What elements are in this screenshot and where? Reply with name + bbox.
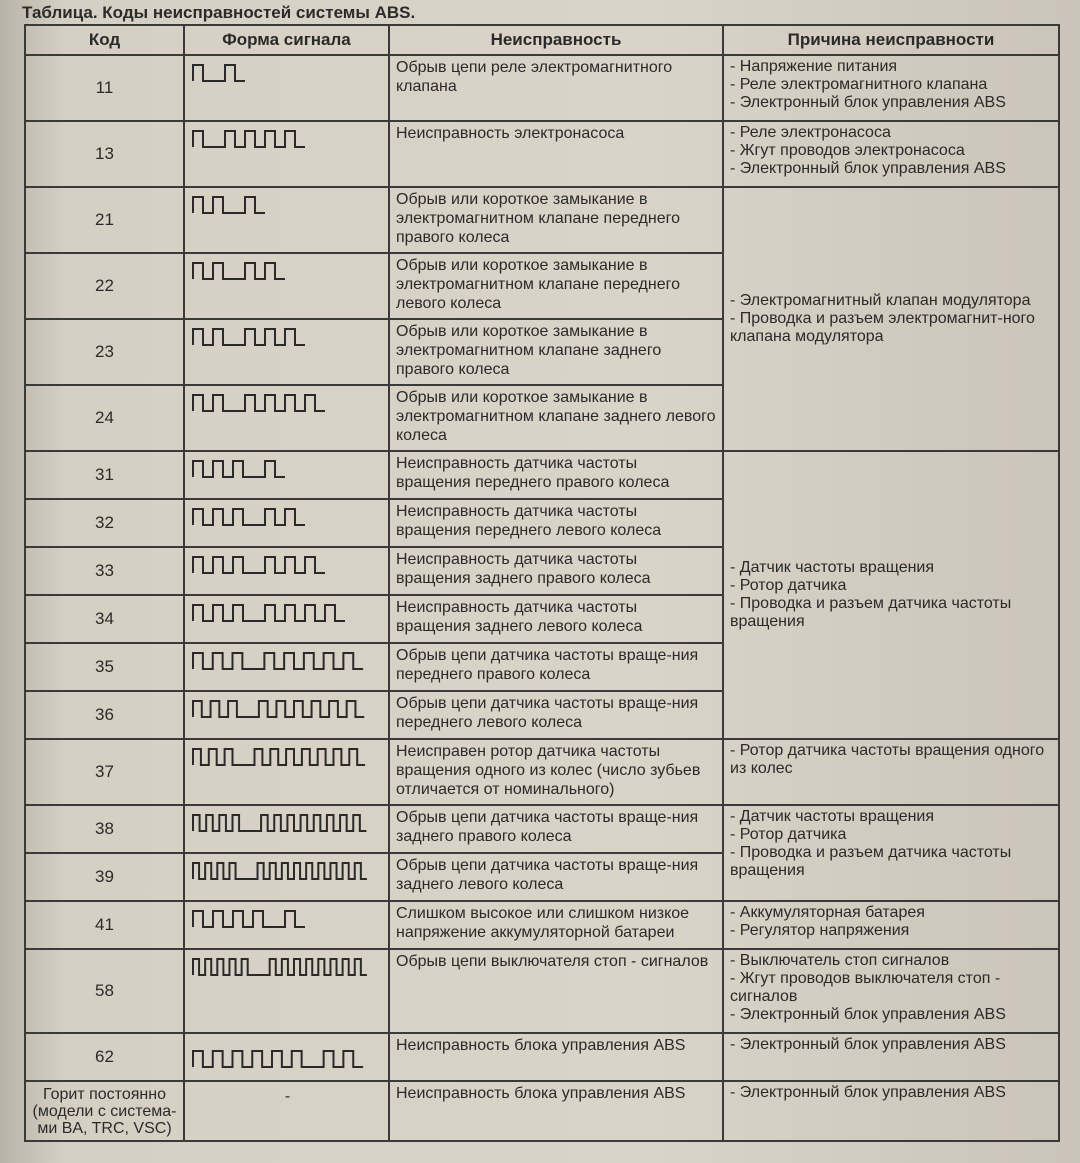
cause-cell — [723, 121, 1059, 187]
fault-cell: Неисправность датчика частоты вращения переднего правого колеса — [389, 451, 723, 499]
table-row — [25, 1081, 1059, 1141]
fault-cell: Обрыв или короткое замыкание в электромагнитном клапане переднего левого колеса — [389, 253, 723, 319]
cause-item: - Электромагнитный клапан модулятора — [730, 292, 1031, 309]
signal-waveform — [191, 392, 383, 414]
fault-cell: Неисправность датчика частоты вращения заднего правого колеса — [389, 547, 723, 595]
waveform-line — [193, 395, 325, 411]
fault-cell: Обрыв или короткое замыкание в электромагнитном клапане заднего левого колеса — [389, 385, 723, 451]
fault-cell: Обрыв или короткое замыкание в электромагнитном клапане переднего правого колеса — [389, 187, 723, 253]
header-cause: Причина неисправности — [723, 25, 1059, 55]
code-cell: 22 — [25, 253, 184, 319]
fault-cell: Обрыв цепи датчика частоты враще-ния заднего левого колеса — [389, 853, 723, 901]
waveform-line — [193, 557, 325, 573]
waveform-line — [193, 959, 367, 975]
waveform-cell — [184, 253, 389, 319]
waveform-cell — [184, 1033, 389, 1081]
code-cell: 33 — [25, 547, 184, 595]
signal-waveform — [191, 194, 383, 216]
signal-waveform — [191, 326, 383, 348]
code-cell: 41 — [25, 901, 184, 949]
table-row — [25, 805, 1059, 853]
waveform-cell — [184, 451, 389, 499]
waveform-line — [193, 329, 305, 345]
code-cell: 39 — [25, 853, 184, 901]
fault-cell: Неисправность датчика частоты вращения заднего левого колеса — [389, 595, 723, 643]
code-cell: 38 — [25, 805, 184, 853]
code-cell: 37 — [25, 739, 184, 805]
signal-waveform — [191, 62, 383, 84]
code-cell: 31 — [25, 451, 184, 499]
waveform-line — [193, 815, 366, 831]
table-row — [25, 55, 1059, 121]
cause-cell — [723, 1081, 1059, 1141]
waveform-line — [193, 653, 363, 669]
cause-item: - Напряжение питания — [730, 58, 898, 75]
table-row — [25, 121, 1059, 187]
waveform-cell — [184, 691, 389, 739]
code-cell: 32 — [25, 499, 184, 547]
table-row — [25, 739, 1059, 805]
waveform-line — [193, 263, 285, 279]
code-cell: 21 — [25, 187, 184, 253]
fault-cell: Неисправность блока управления ABS — [389, 1081, 723, 1141]
cause-item: - Проводка и разъем датчика частоты вращения — [730, 595, 1012, 630]
waveform-line — [193, 65, 245, 81]
cause-item: - Электронный блок управления ABS — [730, 160, 1006, 177]
signal-waveform — [191, 860, 383, 882]
cause-item: - Электронный блок управления ABS — [730, 1084, 1006, 1101]
waveform-cell: - — [184, 1081, 389, 1141]
waveform-line — [193, 863, 367, 879]
cause-cell — [723, 187, 1059, 451]
waveform-line — [193, 701, 364, 717]
fault-cell: Неисправен ротор датчика частоты вращения одного из колес (число зубьев отличается от номинального) — [389, 739, 723, 805]
waveform-cell — [184, 949, 389, 1033]
table-row — [25, 451, 1059, 499]
waveform-cell — [184, 739, 389, 805]
cause-item: - Датчик частоты вращения — [730, 808, 935, 825]
cause-item: - Регулятор напряжения — [730, 922, 910, 939]
cause-item: - Проводка и разъем электромагнит-ного клапана модулятора — [730, 310, 1035, 345]
code-cell: 34 — [25, 595, 184, 643]
cause-item: - Реле электронасоса — [730, 124, 891, 141]
waveform-line — [193, 509, 305, 525]
cause-item: - Электронный блок управления ABS — [730, 94, 1006, 111]
signal-waveform — [191, 812, 383, 834]
waveform-cell — [184, 187, 389, 253]
header-code: Код — [25, 25, 184, 55]
header-row — [25, 25, 1059, 55]
cause-item: - Аккумуляторная батарея — [730, 904, 925, 921]
signal-waveform — [191, 260, 383, 282]
fault-cell: Обрыв цепи датчика частоты враще-ния заднего правого колеса — [389, 805, 723, 853]
fault-cell: Неисправность электронасоса — [389, 121, 723, 187]
cause-item: - Выключатель стоп сигналов — [730, 952, 950, 969]
cause-item: - Датчик частоты вращения — [730, 559, 935, 576]
fault-cell: Обрыв цепи датчика частоты враще-ния переднего правого колеса — [389, 643, 723, 691]
table-row — [25, 949, 1059, 1033]
cause-cell — [723, 1033, 1059, 1081]
signal-waveform — [191, 1048, 383, 1070]
fault-cell: Неисправность блока управления ABS — [389, 1033, 723, 1081]
cause-item: - Проводка и разъем датчика частоты вращения — [730, 844, 1012, 879]
code-cell: 13 — [25, 121, 184, 187]
signal-waveform — [191, 506, 383, 528]
waveform-line — [193, 1051, 363, 1067]
fault-cell: Неисправность датчика частоты вращения переднего левого колеса — [389, 499, 723, 547]
signal-waveform — [191, 458, 383, 480]
signal-waveform — [191, 908, 383, 930]
waveform-line — [193, 131, 305, 147]
cause-item: - Ротор датчика — [730, 826, 847, 843]
signal-waveform — [191, 128, 383, 150]
table-row — [25, 901, 1059, 949]
signal-waveform — [191, 956, 383, 978]
cause-item: - Ротор датчика — [730, 577, 847, 594]
waveform-cell — [184, 55, 389, 121]
cause-cell — [723, 739, 1059, 805]
cause-item: - Жгут проводов выключателя стоп - сигналов — [730, 970, 1001, 1005]
waveform-line — [193, 911, 305, 927]
waveform-line — [193, 197, 265, 213]
cause-item: - Жгут проводов электронасоса — [730, 142, 965, 159]
waveform-line — [193, 749, 365, 765]
fault-cell: Обрыв цепи реле электромагнитного клапана — [389, 55, 723, 121]
cause-item: - Ротор датчика частоты вращения одного из колес — [730, 742, 1045, 777]
table-row — [25, 187, 1059, 253]
cause-cell — [723, 805, 1059, 901]
waveform-cell — [184, 499, 389, 547]
waveform-cell — [184, 805, 389, 853]
cause-cell — [723, 55, 1059, 121]
cause-item: - Реле электромагнитного клапана — [730, 76, 988, 93]
code-cell: 58 — [25, 949, 184, 1033]
waveform-cell — [184, 121, 389, 187]
fault-cell: Обрыв цепи выключателя стоп - сигналов — [389, 949, 723, 1033]
waveform-cell — [184, 643, 389, 691]
cause-cell — [723, 901, 1059, 949]
cause-cell — [723, 451, 1059, 739]
waveform-cell — [184, 319, 389, 385]
signal-waveform — [191, 602, 383, 624]
code-cell: 11 — [25, 55, 184, 121]
code-cell: Горит постоянно (модели с система-ми BA, TRC, VSC) — [25, 1081, 184, 1141]
code-cell: 36 — [25, 691, 184, 739]
waveform-cell — [184, 853, 389, 901]
cause-item: - Электронный блок управления ABS — [730, 1006, 1006, 1023]
waveform-cell — [184, 547, 389, 595]
header-wave: Форма сигнала — [184, 25, 389, 55]
waveform-cell — [184, 901, 389, 949]
signal-waveform — [191, 698, 383, 720]
abs-codes-table — [24, 24, 1060, 1142]
table-caption: Таблица. Коды неисправностей системы ABS. — [22, 3, 416, 22]
fault-cell: Слишком высокое или слишком низкое напряжение аккумуляторной батареи — [389, 901, 723, 949]
code-cell: 24 — [25, 385, 184, 451]
cause-cell — [723, 949, 1059, 1033]
cause-item: - Электронный блок управления ABS — [730, 1036, 1006, 1053]
waveform-line — [193, 461, 285, 477]
signal-waveform — [191, 650, 383, 672]
fault-cell: Обрыв цепи датчика частоты враще-ния переднего левого колеса — [389, 691, 723, 739]
code-cell: 62 — [25, 1033, 184, 1081]
signal-waveform — [191, 746, 383, 768]
waveform-cell — [184, 595, 389, 643]
waveform-line — [193, 605, 345, 621]
waveform-cell — [184, 385, 389, 451]
signal-waveform — [191, 554, 383, 576]
code-cell: 23 — [25, 319, 184, 385]
table-row — [25, 1033, 1059, 1081]
header-fault: Неисправность — [389, 25, 723, 55]
fault-cell: Обрыв или короткое замыкание в электромагнитном клапане заднего правого колеса — [389, 319, 723, 385]
code-cell: 35 — [25, 643, 184, 691]
